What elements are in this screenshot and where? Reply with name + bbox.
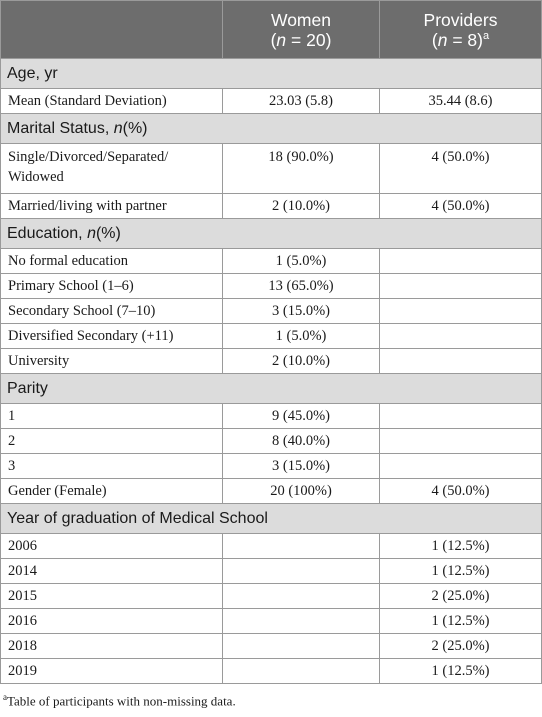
providers-n-var: n xyxy=(437,29,448,50)
row-label: 2015 xyxy=(1,584,223,609)
providers-value: 1 (12.5%) xyxy=(380,659,542,684)
section-title-suffix: (%) xyxy=(122,119,148,137)
section-title-text: Age, yr xyxy=(7,64,58,82)
row-label: 2014 xyxy=(1,559,223,584)
table-row xyxy=(1,404,542,429)
providers-value xyxy=(380,299,542,324)
table-row xyxy=(1,479,542,504)
row-label: 2006 xyxy=(1,534,223,559)
header-blank-cell xyxy=(1,1,223,59)
section-title xyxy=(1,219,542,249)
table-row xyxy=(1,584,542,609)
table-row xyxy=(1,249,542,274)
women-value xyxy=(223,634,380,659)
section-title xyxy=(1,374,542,404)
section-header-row xyxy=(1,59,542,89)
women-value: 2 (10.0%) xyxy=(223,194,380,219)
table-row xyxy=(1,634,542,659)
header-row xyxy=(1,1,542,59)
table-row xyxy=(1,429,542,454)
section-title-italic: n xyxy=(87,224,96,242)
section-header-row xyxy=(1,219,542,249)
providers-value xyxy=(380,404,542,429)
women-n-rest: = 20) xyxy=(286,29,332,50)
section-title-italic: n xyxy=(113,119,123,137)
women-value: 23.03 (5.8) xyxy=(223,89,380,114)
row-label: 1 xyxy=(1,404,223,429)
women-title: Women xyxy=(271,9,331,30)
providers-value xyxy=(380,349,542,374)
women-value xyxy=(223,659,380,684)
women-value: 13 (65.0%) xyxy=(223,274,380,299)
table-row xyxy=(1,89,542,114)
row-label: 2019 xyxy=(1,659,223,684)
row-label: 2016 xyxy=(1,609,223,634)
row-label: Mean (Standard Deviation) xyxy=(1,89,223,114)
section-title xyxy=(1,114,542,144)
row-label: No formal education xyxy=(1,249,223,274)
section-title-text: Education, xyxy=(7,224,88,242)
row-label: University xyxy=(1,349,223,374)
providers-footnote-marker: a xyxy=(482,29,490,42)
women-value xyxy=(223,609,380,634)
header-women xyxy=(223,1,380,59)
section-title-text: Year of graduation of Medical School xyxy=(7,509,268,527)
women-value: 3 (15.0%) xyxy=(223,454,380,479)
row-label: Single/Divorced/Separated/ Widowed xyxy=(1,144,223,194)
table-row xyxy=(1,609,542,634)
women-value: 9 (45.0%) xyxy=(223,404,380,429)
table-row xyxy=(1,349,542,374)
providers-n-rest: = 8) xyxy=(447,29,483,50)
table-row xyxy=(1,454,542,479)
section-header-row xyxy=(1,374,542,404)
women-value: 1 (5.0%) xyxy=(223,324,380,349)
women-value: 18 (90.0%) xyxy=(223,144,380,194)
providers-value xyxy=(380,249,542,274)
providers-value: 4 (50.0%) xyxy=(380,194,542,219)
row-label: Secondary School (7–10) xyxy=(1,299,223,324)
row-label: Diversified Secondary (+11) xyxy=(1,324,223,349)
women-value: 8 (40.0%) xyxy=(223,429,380,454)
table-row xyxy=(1,194,542,219)
women-n-var: n xyxy=(276,29,287,50)
table-row xyxy=(1,144,542,194)
providers-n-prefix: ( xyxy=(431,29,438,50)
providers-value: 4 (50.0%) xyxy=(380,144,542,194)
providers-value xyxy=(380,429,542,454)
women-value xyxy=(223,559,380,584)
providers-value: 35.44 (8.6) xyxy=(380,89,542,114)
section-title-suffix: (%) xyxy=(95,224,121,242)
section-title xyxy=(1,59,542,89)
table-row xyxy=(1,534,542,559)
women-value: 1 (5.0%) xyxy=(223,249,380,274)
table-row xyxy=(1,274,542,299)
row-label: 3 xyxy=(1,454,223,479)
table-footnote xyxy=(3,692,542,709)
header-providers xyxy=(380,1,542,59)
section-title-text: Marital Status, xyxy=(7,119,114,137)
section-header-row xyxy=(1,504,542,534)
table-row xyxy=(1,659,542,684)
row-label: Married/living with partner xyxy=(1,194,223,219)
table-body xyxy=(1,59,542,684)
providers-value: 2 (25.0%) xyxy=(380,584,542,609)
providers-value: 1 (12.5%) xyxy=(380,609,542,634)
women-value: 20 (100%) xyxy=(223,479,380,504)
providers-value xyxy=(380,454,542,479)
row-label: 2 xyxy=(1,429,223,454)
footnote-text: Table of participants with non-missing data. xyxy=(7,693,236,709)
table-row xyxy=(1,324,542,349)
women-value: 3 (15.0%) xyxy=(223,299,380,324)
footnote-marker: a xyxy=(3,692,7,702)
providers-value: 1 (12.5%) xyxy=(380,559,542,584)
row-label: Gender (Female) xyxy=(1,479,223,504)
providers-value xyxy=(380,274,542,299)
women-value xyxy=(223,584,380,609)
providers-title: Providers xyxy=(423,9,498,30)
row-label: Primary School (1–6) xyxy=(1,274,223,299)
women-value: 2 (10.0%) xyxy=(223,349,380,374)
providers-value: 4 (50.0%) xyxy=(380,479,542,504)
providers-value xyxy=(380,324,542,349)
table-row xyxy=(1,559,542,584)
women-n-prefix: ( xyxy=(270,29,277,50)
providers-value: 1 (12.5%) xyxy=(380,534,542,559)
section-title-text: Parity xyxy=(7,379,48,397)
row-label: 2018 xyxy=(1,634,223,659)
section-title xyxy=(1,504,542,534)
women-value xyxy=(223,534,380,559)
table-row xyxy=(1,299,542,324)
section-header-row xyxy=(1,114,542,144)
providers-value: 2 (25.0%) xyxy=(380,634,542,659)
